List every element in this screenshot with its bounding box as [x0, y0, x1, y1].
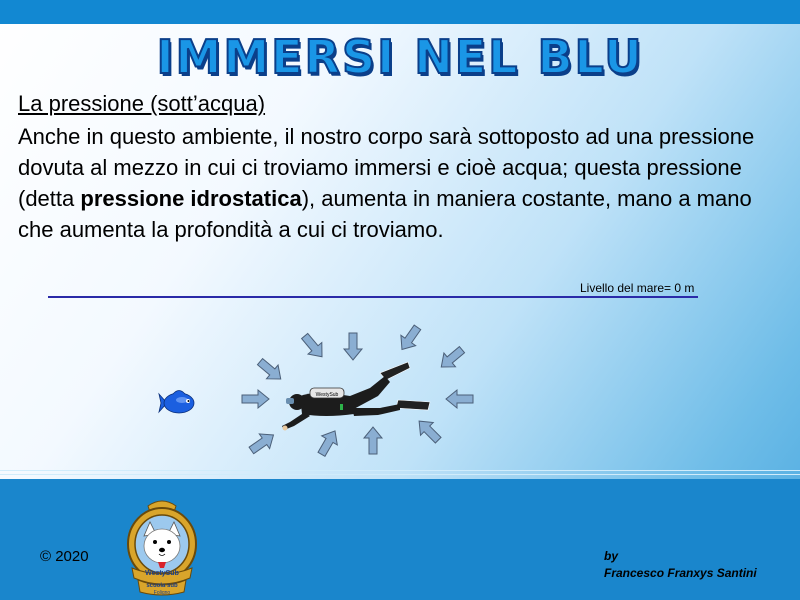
pressure-arrow-icon: [242, 390, 269, 408]
body-text-after: ), aumenta in maniera costante, mano a mano che aumenta la profondità a cui ci troviamo.: [18, 186, 752, 242]
author-name: Francesco Franxys Santini: [604, 566, 757, 580]
pressure-arrow-icon: [344, 333, 362, 360]
divider-line: [0, 474, 800, 475]
scuba-diver-icon: [282, 362, 430, 431]
tank-label: WestySub: [315, 392, 339, 398]
pressure-arrow-icon: [435, 343, 467, 374]
sea-level-label: Livello del mare= 0 m: [580, 281, 695, 295]
copyright-text: © 2020: [40, 548, 89, 565]
westysub-logo: [122, 496, 202, 596]
pressure-arrow-icon: [446, 390, 473, 408]
top-bar: [0, 0, 800, 24]
body-text-bold: pressione idrostatica: [80, 186, 302, 211]
logo-bottom-text-1: scuola sub: [146, 583, 178, 589]
logo-top-text: WestySub: [145, 570, 179, 577]
pressure-arrow-icon: [254, 355, 286, 386]
author-credit: [604, 548, 757, 582]
pressure-arrow-icon: [395, 322, 425, 354]
body-paragraph: [18, 121, 793, 245]
pressure-arrow-icon: [364, 427, 382, 454]
pressure-arrow-icon: [246, 428, 278, 458]
pressure-arrow-icon: [314, 426, 343, 458]
divider-line: [0, 470, 800, 471]
pressure-illustration: [140, 318, 500, 466]
body-text-before: Anche in questo ambiente, il nostro corpo sarà sottoposto ad una pressione dovuta al mezzo in cui ci troviamo immersi e cioè acqua; questa pressione (detta: [18, 124, 755, 211]
pressure-arrow-icon: [413, 415, 445, 447]
author-by: by: [604, 549, 619, 563]
slide-title: IMMERSI NEL BLU: [156, 30, 644, 84]
pressure-arrow-icon: [298, 330, 329, 362]
logo-bottom-text-2: Foligno: [153, 590, 171, 596]
fish-icon: [159, 391, 194, 414]
sea-level-line: [48, 296, 698, 298]
slide-subtitle: La pressione (sott’acqua): [18, 91, 266, 116]
